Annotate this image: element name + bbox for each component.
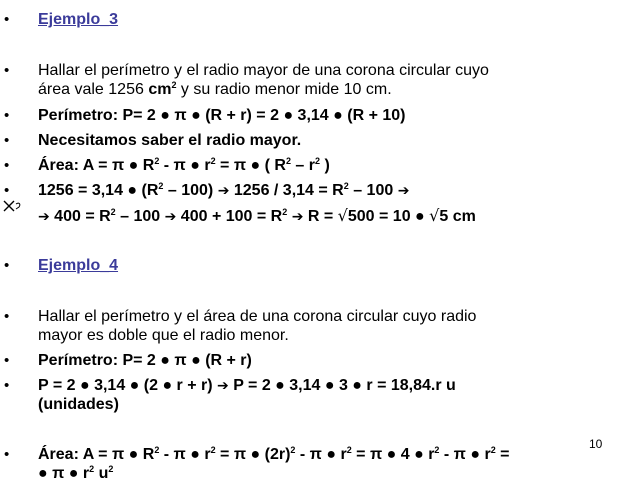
ex3-problem-line-2: área vale 1256 $cm^2$ y su radio menor mide 10 cm. <box>38 80 392 98</box>
ex3-perimetro: Perímetro: P= 2 ● π ● (R + r) = 2 ● 3,14 ● (R + 10) <box>38 107 406 124</box>
bullet: • <box>4 446 10 463</box>
bullet: • <box>4 352 10 369</box>
arrow-right-icon: ➔ <box>217 378 229 394</box>
arrow-right-icon: ➔ <box>291 209 304 225</box>
arrow-right-icon: ➔ <box>217 183 230 199</box>
bullet: • <box>4 11 10 28</box>
page-number: 10 <box>589 437 603 451</box>
ex3-necesitamos: Necesitamos saber el radio mayor. <box>38 132 302 149</box>
arrow-right-icon: ➔ <box>164 209 177 225</box>
bullet: • <box>4 132 10 149</box>
cut-marker-icon <box>2 198 24 214</box>
bullet: • <box>4 308 10 325</box>
bullet: • <box>4 157 10 174</box>
ex4-calc-line-2: (unidades) <box>38 396 119 413</box>
bullet: • <box>4 377 10 394</box>
arrow-right-icon: ➔ <box>397 183 410 199</box>
bullet: • <box>4 107 10 124</box>
ex3-calc-line-1: 1256 = 3,14 ● $(R^2 - 100)$ ➔ $1256 / 3,14 = R^2 - 100$ ➔ <box>38 181 410 199</box>
bullet: • <box>4 182 10 199</box>
ex4-area-formula: Área: A = π ● $R^2$ - π ● $r^2 = \pi$ ● $(2r)^2$ - π ● $r^2 = \pi$ ● 4 ● $r^2$ - π ● $r^2$ = <box>38 445 510 463</box>
arrow-right-icon: ➔ <box>38 209 50 225</box>
bullet: • <box>4 257 10 274</box>
bullet: • <box>4 62 10 79</box>
ex4-problem-line-2: mayor es doble que el radio menor. <box>38 327 289 344</box>
example-4-title[interactable]: Ejemplo_4 <box>38 257 119 274</box>
ex3-problem-line-1: Hallar el perímetro y el radio mayor de una corona circular cuyo <box>38 62 489 79</box>
example-3-title[interactable]: Ejemplo_3 <box>38 11 119 28</box>
ex3-calc-line-2: ➔ $400 = R^2 - 100$ ➔ $400 + 100 = R^2$ ➔ R = √500 = 10 ● √5 cm <box>38 206 476 225</box>
ex4-perimetro: Perímetro: P= 2 ● π ● (R + r) <box>38 352 252 369</box>
ex4-problem-line-1: Hallar el perímetro y el área de una corona circular cuyo radio <box>38 308 477 325</box>
ex3-area-formula: Área: A = π ● $R^2$ - π ● $r^2 = \pi$ ● ( $R^2 - r^2$ ) <box>38 156 330 174</box>
ex4-area-line-2: ● π ● $r^2$ $u^2$ <box>38 464 114 482</box>
ex4-calc-line-1: P = 2 ● 3,14 ● (2 ● r + r) ➔ P = 2 ● 3,14 ● 3 ● r = 18,84.r u <box>38 377 456 394</box>
